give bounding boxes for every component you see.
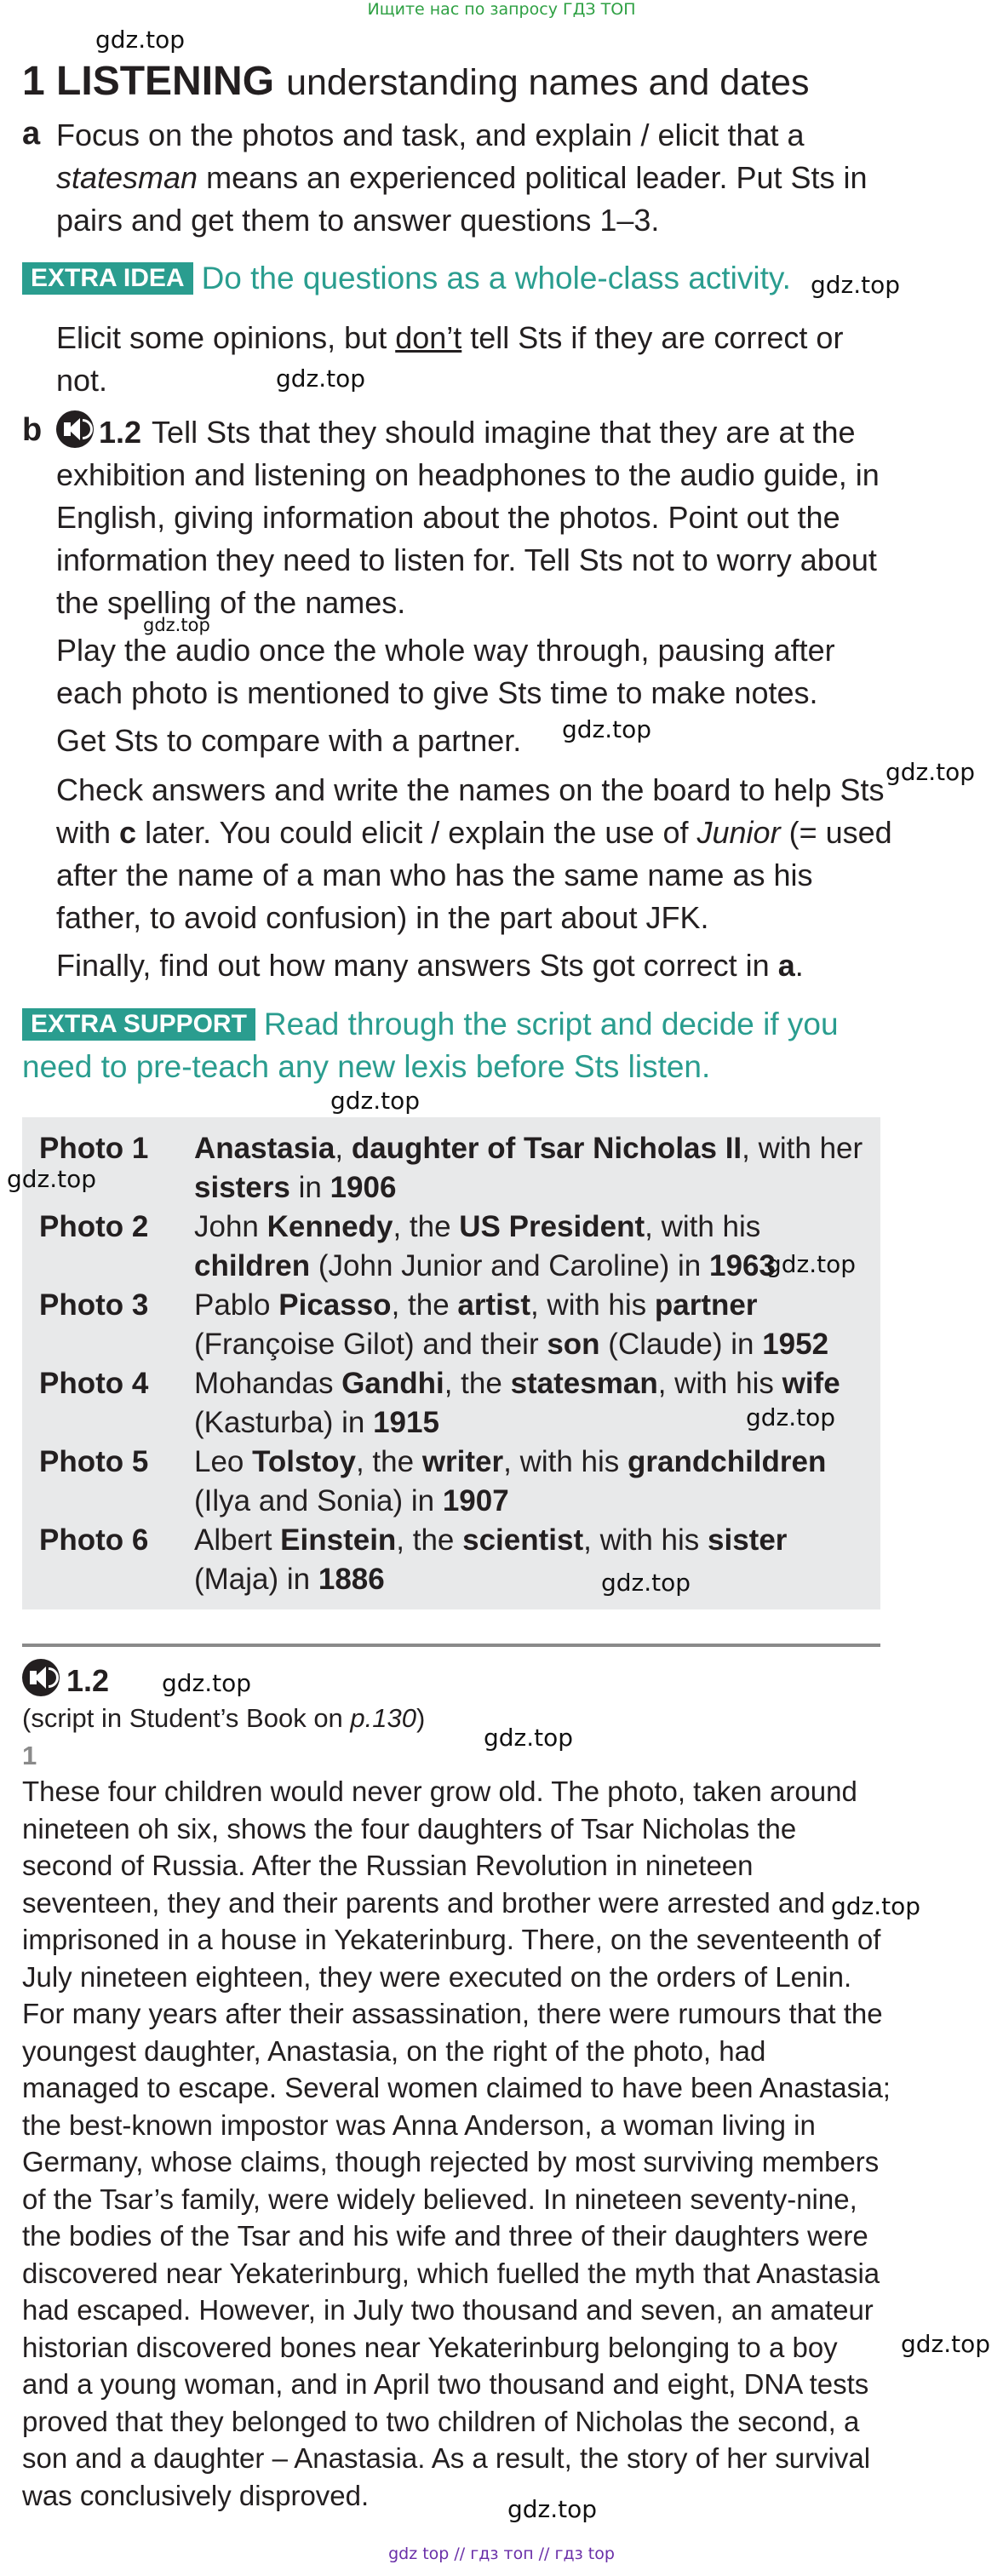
exercise-letter-b: b: [22, 412, 43, 448]
answer-text-part: (John Junior and Caroline) in: [310, 1249, 710, 1282]
audio-track-number: 1.2: [99, 415, 142, 450]
script-ref-1: (script in Student’s Book on: [22, 1703, 351, 1733]
section-subtitle: understanding names and dates: [286, 62, 810, 103]
script-reference: [22, 1703, 425, 1734]
bottom-banner: gdz top // гдз топ // гдз top: [388, 2544, 615, 2563]
answer-text-part: , the: [355, 1445, 422, 1478]
answer-key-box: [22, 1117, 880, 1609]
part-b-para-4b: later. You could elicit / explain the use of: [136, 815, 697, 850]
part-b-para-1: Tell Sts that they should imagine that they are at the exhibition and listening on headphones to the audio guide, in English, giving information about the photos. Point out the information they need to listen for. Tell Sts not to worry about the spelling of the names.: [56, 415, 880, 620]
answer-photo-label: Photo 1: [39, 1132, 149, 1165]
elicit-underlined: don’t: [395, 320, 462, 355]
answer-key-term: wife: [782, 1367, 840, 1400]
part-b-para-2: Play the audio once the whole way through, pausing after each photo is mentioned to give Sts time to make notes.: [56, 633, 835, 710]
script-audio-icon[interactable]: [22, 1659, 60, 1696]
part-b-para-5a: Finally, find out how many answers Sts got correct in: [56, 948, 778, 983]
watermark: gdz.top: [562, 715, 652, 743]
watermark: gdz.top: [601, 1569, 691, 1597]
answer-key-term: 1906: [330, 1171, 397, 1204]
part-a-intro-1: Focus on the photos and task, and explain / elicit that a: [56, 118, 805, 152]
answer-text-part: , the: [444, 1367, 511, 1400]
answer-text: [194, 1286, 875, 1364]
answer-key-term: sisters: [194, 1171, 290, 1204]
answer-key-term: Kennedy: [267, 1210, 393, 1243]
section-number: 1: [22, 59, 45, 104]
exercise-letter-a: a: [22, 116, 41, 152]
audio-icon[interactable]: [56, 410, 94, 448]
answer-text-part: Leo: [194, 1445, 253, 1478]
script-track-number: 1.2: [66, 1663, 110, 1698]
script-ref-2: ): [416, 1703, 426, 1733]
watermark: gdz.top: [143, 615, 210, 635]
extra-idea-label: EXTRA IDEA: [22, 262, 193, 295]
watermark: gdz.top: [766, 1250, 857, 1278]
section-divider: [22, 1644, 880, 1647]
answer-text-part: ,: [335, 1132, 352, 1165]
part-b-para-4c: (= used after the name of a man who has the same name as his father, to avoid confusion) in the part about JFK.: [56, 815, 892, 935]
watermark: gdz.top: [507, 2495, 598, 2523]
part-b-ref-c: c: [119, 815, 137, 850]
part-b-ref-a: a: [777, 948, 795, 983]
watermark: gdz.top: [330, 1087, 421, 1115]
answer-text-part: John: [194, 1210, 267, 1243]
answer-key-term: sister: [708, 1523, 788, 1557]
script-header: [22, 1659, 109, 1699]
answer-key-term: partner: [654, 1288, 758, 1322]
watermark: gdz.top: [7, 1165, 97, 1193]
answer-key-term: Picasso: [278, 1288, 392, 1322]
script-text: These four children would never grow old. The photo, taken around nineteen oh six, shows the four daughters of Tsar Nicholas the second of Russia. After the Russian Revolution in nineteen seventeen, they and their parents and brother were arrested and imprisoned in a house in Yekaterinburg. There, on the seventeenth of July nineteen eighteen, they were executed on the orders of Lenin. For many years after their assassination, there were rumours that the youngest daughter, Anastasia, on the right of the photo, had managed to escape. Several women claimed to have been Anastasia; the best-known impostor was Anna Anderson, a woman living in Germany, whose claims, though rejected by most surviving members of the Tsar’s family, were widely believed. In nineteen seventy-nine, the bodies of the Tsar and his wife and three of their daughters were discovered near Yekaterinburg, which fuelled the myth that Anastasia had escaped. However, in July two thousand and seven, an amateur historian discovered bones near Yekaterinburg belonging to a boy and a young woman, and in April two thousand and eight, DNA tests proved that they belonged to two children of Nicholas the second, a son and a daughter – Anastasia. As a result, the story of her survival was conclusively disproved.: [22, 1776, 891, 2511]
answer-key-term: children: [194, 1249, 311, 1282]
answer-photo-label: Photo 5: [39, 1445, 149, 1478]
part-b-para-4a: Check answers and write the names on the board to help Sts with: [56, 772, 885, 850]
watermark: gdz.top: [831, 1892, 921, 1920]
answer-photo-label: Photo 3: [39, 1288, 149, 1322]
answer-text-part: , with his: [645, 1210, 761, 1243]
answer-text-part: , the: [396, 1523, 463, 1557]
section-title: LISTENING: [56, 59, 275, 104]
extra-support-text: Read through the script and decide if you need to pre-teach any new lexis before Sts listen.: [22, 1007, 839, 1084]
answer-key-term: Anastasia: [194, 1132, 335, 1165]
answer-text-part: Pablo: [194, 1288, 279, 1322]
answer-key-term: scientist: [462, 1523, 584, 1557]
elicit-text: [56, 317, 899, 402]
answer-photo-label: Photo 4: [39, 1367, 149, 1400]
answer-photo-label: Photo 2: [39, 1210, 149, 1243]
watermark: gdz.top: [162, 1669, 252, 1697]
part-b-para-5b: .: [794, 948, 804, 983]
answer-key-term: Gandhi: [341, 1367, 444, 1400]
answer-text-part: , with his: [583, 1523, 708, 1557]
answer-key-term: daughter of Tsar Nicholas II: [351, 1132, 742, 1165]
answer-key-term: writer: [421, 1445, 504, 1478]
watermark: gdz.top: [901, 2330, 991, 2358]
extra-support-box: [22, 1003, 882, 1088]
section-heading: [22, 58, 809, 105]
answer-text-part: (Claude) in: [599, 1328, 763, 1361]
part-a-text: [56, 114, 899, 242]
answer-text-part: , with her: [742, 1132, 863, 1165]
watermark: gdz.top: [746, 1403, 836, 1431]
answer-key-term: 1952: [762, 1328, 829, 1361]
part-b-para-3: Get Sts to compare with a partner.: [56, 723, 522, 758]
answer-key-term: statesman: [510, 1367, 658, 1400]
extra-idea-box: [22, 257, 882, 300]
answer-text: [194, 1129, 875, 1208]
answer-text: [194, 1443, 875, 1521]
answer-text-part: Mohandas: [194, 1367, 342, 1400]
answer-key-term: 1907: [442, 1484, 509, 1517]
watermark: gdz.top: [484, 1724, 574, 1752]
answer-key-term: US President: [459, 1210, 645, 1243]
answer-key-term: Tolstoy: [252, 1445, 356, 1478]
answer-key-term: artist: [457, 1288, 530, 1322]
watermark: gdz.top: [811, 271, 901, 299]
part-a-emphasis: statesman: [56, 160, 198, 195]
watermark: gdz.top: [886, 758, 976, 786]
answer-text-part: , with his: [530, 1288, 655, 1322]
elicit-1: Elicit some opinions, but: [56, 320, 396, 355]
watermark: gdz.top: [95, 26, 186, 54]
script-item-number: 1: [22, 1741, 37, 1770]
answer-text: [194, 1521, 875, 1599]
answer-text-part: (Ilya and Sonia) in: [194, 1484, 443, 1517]
answer-text-part: (Françoise Gilot) and their: [194, 1328, 547, 1361]
answer-key-term: 1915: [373, 1406, 439, 1439]
answer-key-term: 1963: [709, 1249, 776, 1282]
answer-key-term: Einstein: [280, 1523, 397, 1557]
top-banner: Ищите нас по запросу ГДЗ ТОП: [367, 0, 636, 19]
part-b-junior: Junior: [696, 815, 781, 850]
answer-key-term: son: [547, 1328, 600, 1361]
answer-text-part: , with his: [503, 1445, 628, 1478]
extra-idea-text: Do the questions as a whole-class activity.: [201, 261, 791, 295]
answer-photo-label: Photo 6: [39, 1523, 149, 1557]
watermark: gdz.top: [276, 364, 366, 393]
answer-key-term: grandchildren: [628, 1445, 827, 1478]
answer-text-part: (Maja) in: [194, 1563, 318, 1596]
answer-text-part: in: [289, 1171, 330, 1204]
script-ref-page: p.130: [350, 1703, 416, 1733]
answer-text-part: Albert: [194, 1523, 281, 1557]
elicit-2: tell Sts if they are correct or not.: [56, 320, 844, 398]
answer-key-term: 1886: [318, 1563, 385, 1596]
part-a-intro-2: means an experienced political leader. Put Sts in pairs and get them to answer questions 1–3.: [56, 160, 868, 238]
answer-text-part: , the: [391, 1288, 458, 1322]
answer-text-part: , with his: [657, 1367, 782, 1400]
extra-support-label: EXTRA SUPPORT: [22, 1008, 255, 1041]
answer-text-part: , the: [393, 1210, 460, 1243]
part-b-text: [56, 410, 899, 987]
answer-text-part: (Kasturba) in: [194, 1406, 374, 1439]
